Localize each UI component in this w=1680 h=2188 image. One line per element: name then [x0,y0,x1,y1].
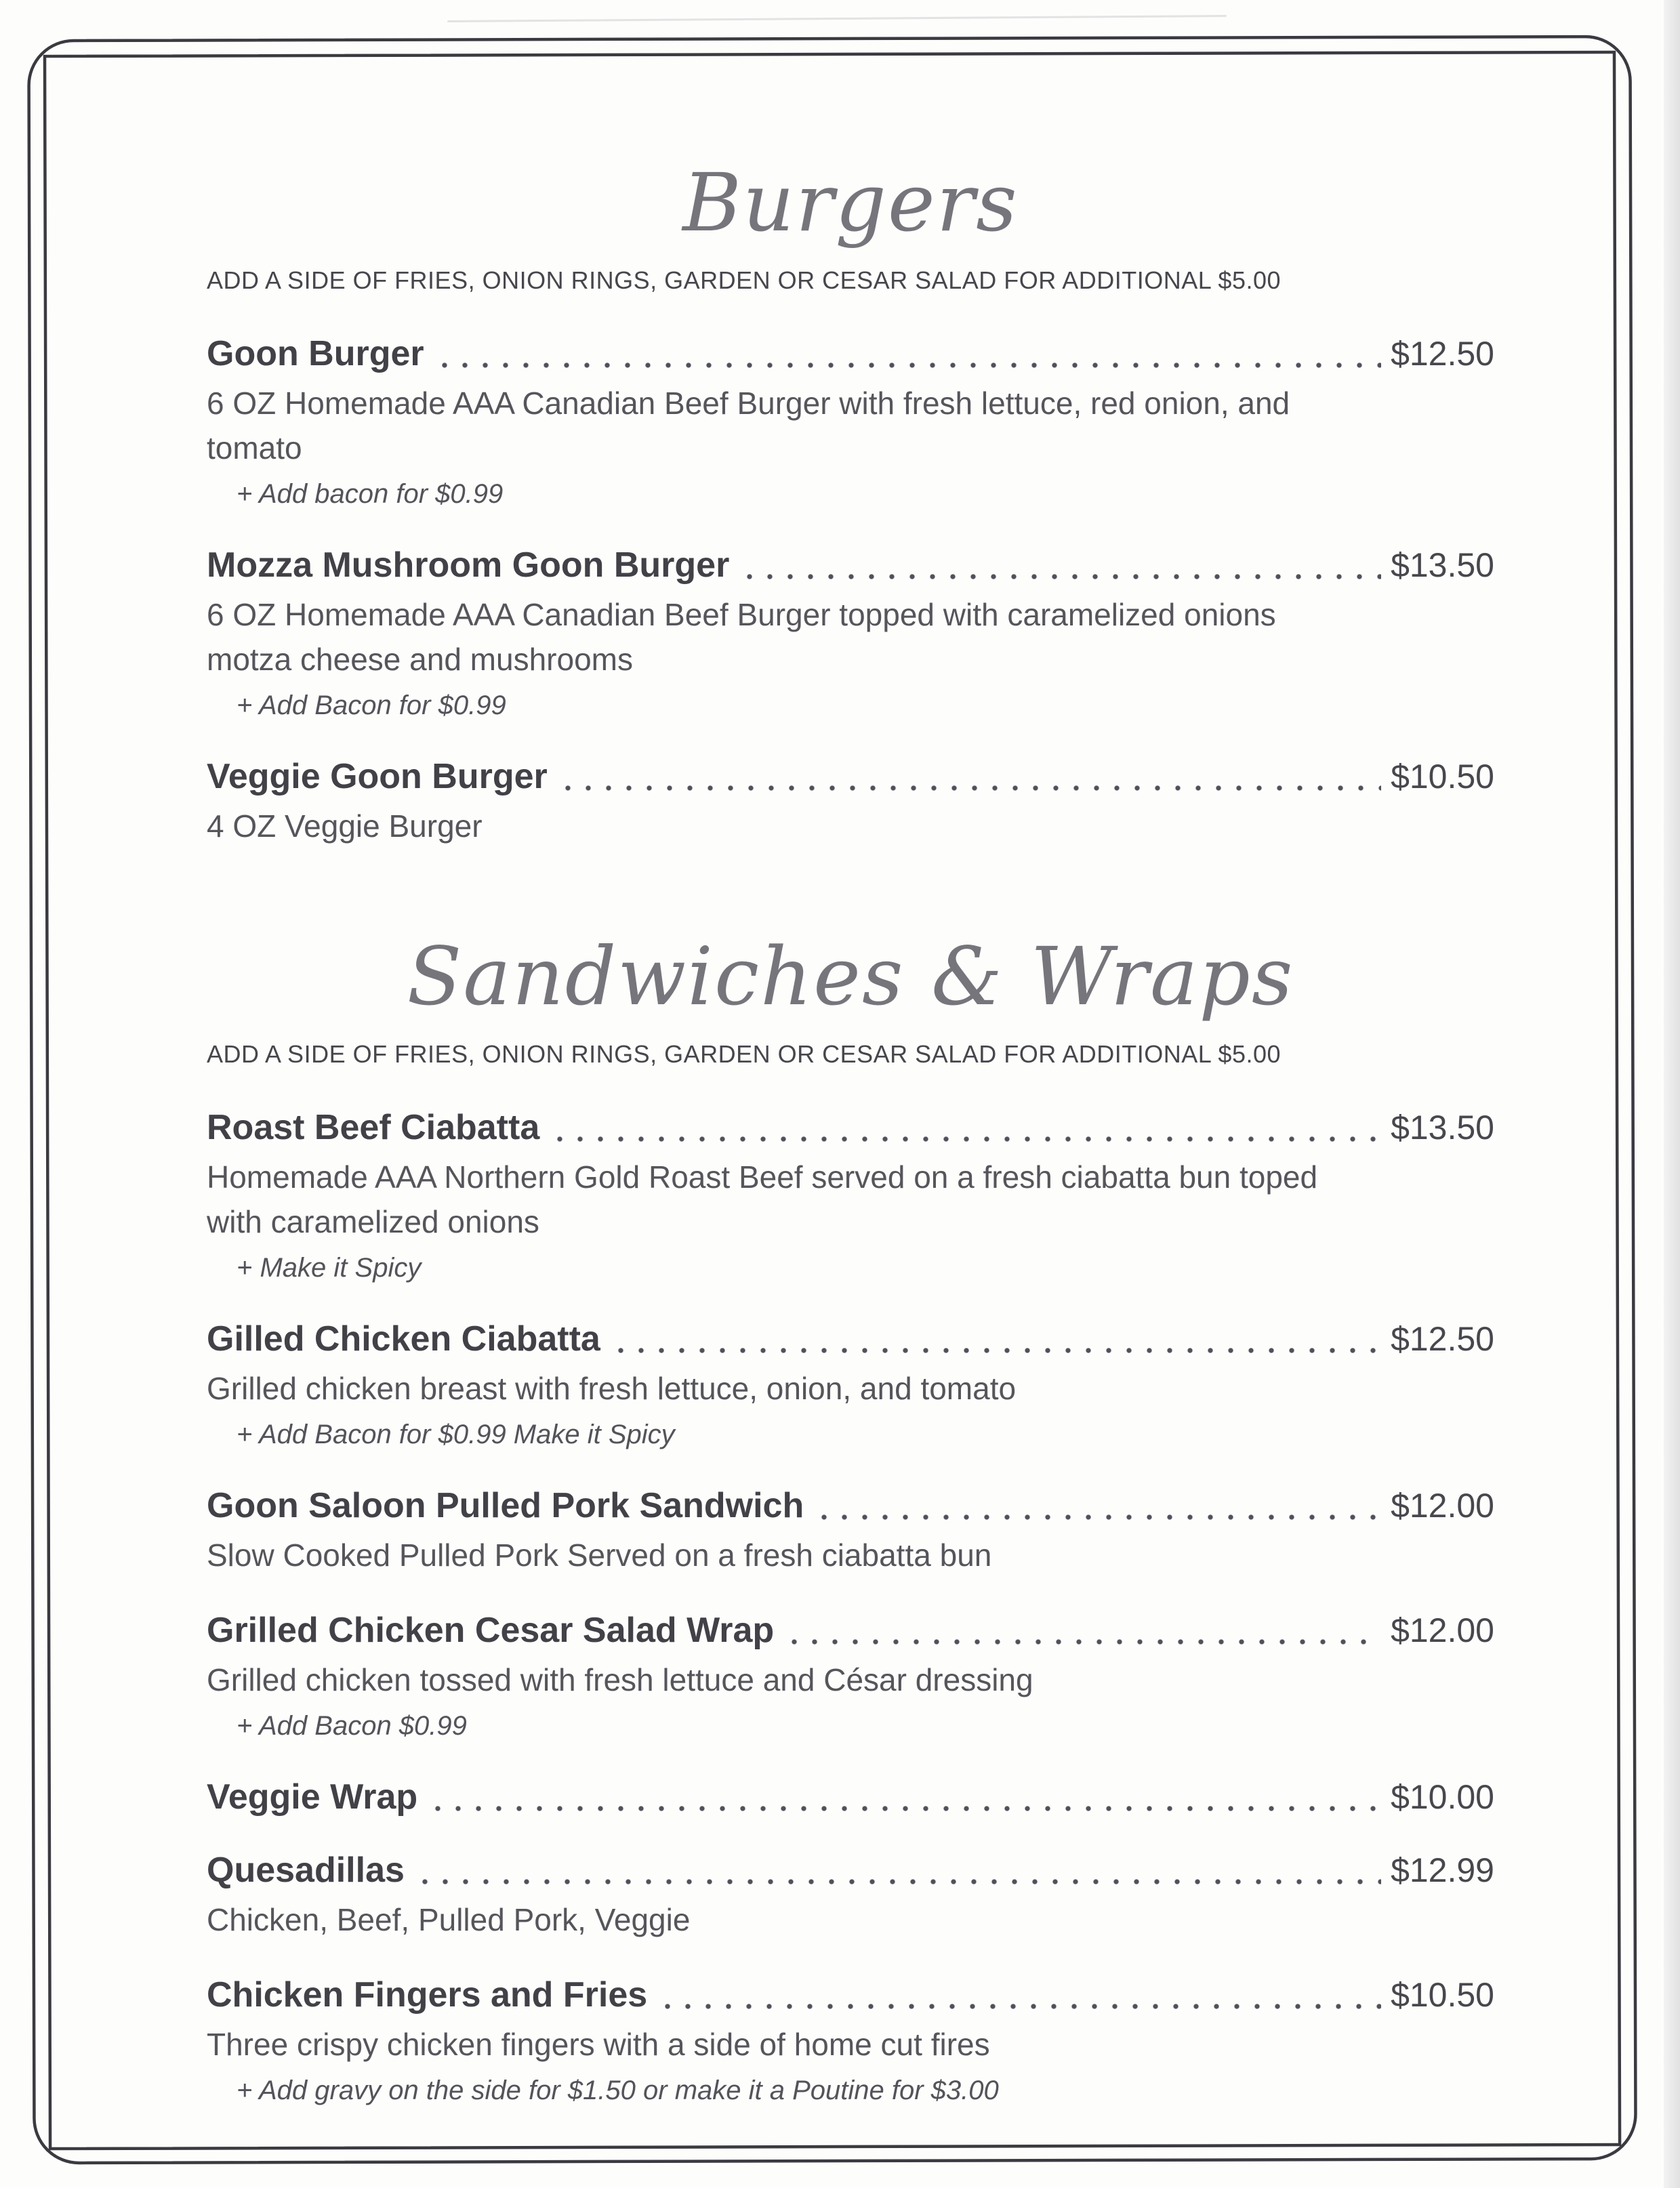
dot-leader [618,1348,1381,1353]
item-price: $12.00 [1391,1486,1494,1525]
item-name: Grilled Chicken Cesar Salad Wrap [207,1610,775,1650]
item-name: Veggie Goon Burger [207,756,548,796]
menu-item [207,545,1494,724]
dot-leader [557,1136,1381,1142]
item-name: Roast Beef Ciabatta [207,1107,540,1147]
dot-leader [422,1879,1381,1884]
item-name: Chicken Fingers and Fries [207,1975,648,2015]
section-note: ADD A SIDE OF FRIES, ONION RINGS, GARDEN OR CESAR SALAD FOR ADDITIONAL $5.00 [207,266,1282,294]
item-price: $10.50 [1391,1975,1494,2014]
item-line [207,1485,1494,1526]
section-sandwiches-wraps [207,928,1494,2109]
item-description: Three crispy chicken fingers with a side of home cut fires [207,2026,990,2062]
item-name: Veggie Wrap [207,1777,418,1817]
item-price: $12.99 [1391,1851,1494,1889]
item-line [207,1319,1494,1359]
menu-item [207,1319,1494,1453]
dot-leader [792,1639,1381,1645]
item-name: Gilled Chicken Ciabatta [207,1319,600,1359]
item-line [207,333,1494,374]
item-name: Quesadillas [207,1850,405,1890]
menu-item [207,756,1494,848]
item-description: Homemade AAA Northern Gold Roast Beef served on a fresh ciabatta bun toped with caramelized onions [207,1159,1318,1239]
item-description: Grilled chicken breast with fresh lettuce, onion, and tomato [207,1370,1017,1406]
item-extra: + Add Bacon for $0.99 Make it Spicy [237,1419,675,1449]
item-description: Slow Cooked Pulled Pork Served on a fresh ciabatta bun [207,1537,992,1573]
scan-artifact-right-edge [1664,0,1680,2188]
dot-leader [565,785,1381,791]
item-name: Mozza Mushroom Goon Burger [207,545,730,585]
item-price: $13.50 [1391,1108,1494,1147]
item-extra: + Add Bacon $0.99 [237,1710,467,1741]
item-price: $12.00 [1391,1611,1494,1649]
menu-item [207,1485,1494,1577]
item-line [207,1610,1494,1651]
item-description: 4 OZ Veggie Burger [207,808,483,844]
dot-leader [442,363,1381,368]
item-extra: + Add Bacon for $0.99 [237,690,506,720]
menu-item [207,1777,1494,1817]
menu-content [207,154,1494,2141]
item-line [207,756,1494,797]
menu-item [207,1975,1494,2109]
item-price: $12.50 [1391,334,1494,373]
item-price: $10.00 [1391,1777,1494,1816]
item-line [207,1107,1494,1148]
dot-leader [665,2004,1381,2009]
item-extra: + Add bacon for $0.99 [237,478,504,509]
dot-leader [435,1806,1381,1811]
item-price: $12.50 [1391,1319,1494,1358]
item-line [207,545,1494,585]
item-extra: + Make it Spicy [237,1252,422,1283]
dot-leader [747,574,1381,579]
dot-leader [821,1514,1381,1520]
item-description: 6 OZ Homemade AAA Canadian Beef Burger with fresh lettuce, red onion, and tomato [207,385,1290,466]
section-title: Sandwiches & Wraps [407,929,1294,1023]
section-burgers [207,154,1494,848]
item-description: Chicken, Beef, Pulled Pork, Veggie [207,1901,691,1937]
item-name: Goon Burger [207,333,424,373]
item-extra: + Add gravy on the side for $1.50 or make it a Poutine for $3.00 [237,2075,999,2105]
item-description: 6 OZ Homemade AAA Canadian Beef Burger topped with caramelized onions motza cheese and mushrooms [207,596,1276,677]
menu-item [207,333,1494,512]
section-note: ADD A SIDE OF FRIES, ONION RINGS, GARDEN OR CESAR SALAD FOR ADDITIONAL $5.00 [207,1039,1282,1068]
item-line [207,1777,1494,1817]
item-description: Grilled chicken tossed with fresh lettuce and César dressing [207,1661,1033,1697]
section-title: Burgers [682,156,1019,249]
item-price: $13.50 [1391,545,1494,584]
menu-item [207,1107,1494,1286]
item-price: $10.50 [1391,757,1494,796]
item-name: Goon Saloon Pulled Pork Sandwich [207,1485,804,1525]
item-line [207,1850,1494,1891]
menu-item [207,1610,1494,1744]
item-line [207,1975,1494,2015]
menu-item [207,1850,1494,1942]
